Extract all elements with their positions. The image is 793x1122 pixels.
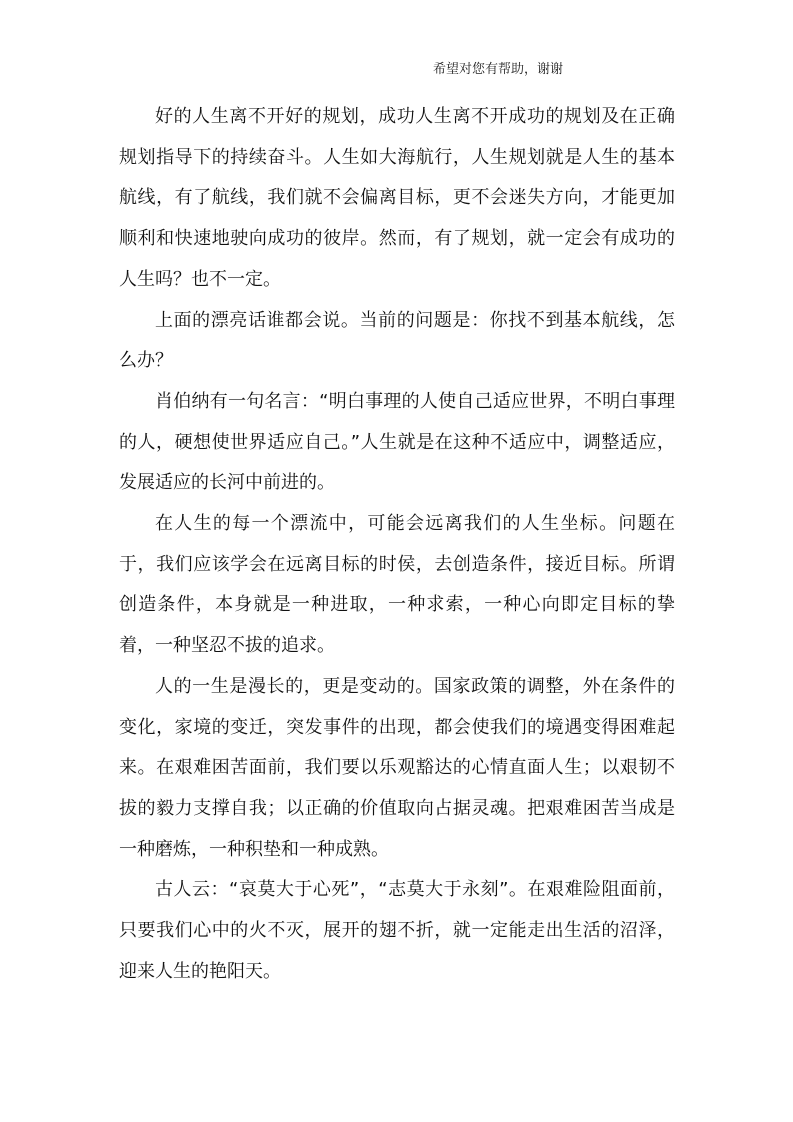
paragraph-3: 肖伯纳有一句名言：“明白事理的人使自己适应世界，不明白事理的人，硬想使世界适应自己。”人生就是在这种不适应中，调整适应，发展适应的长河中前进的。 [119,390,675,494]
paragraph-2: 上面的漂亮话谁都会说。当前的问题是：你找不到基本航线，怎么办？ [119,309,675,372]
paragraph-6: 古人云：“哀莫大于心死”，“志莫大于永刻”。在艰难险阻面前，只要我们心中的火不灭，展开的翅不折，就一定能走出生活的沼泽，迎来人生的艳阳天。 [119,879,675,982]
paragraph-5: 人的一生是漫长的，更是变动的。国家政策的调整，外在条件的变化，家境的变迁，突发事件的出现，都会使我们的境遇变得困难起来。在艰难困苦面前，我们要以乐观豁达的心情直面人生；以艰韧不拔的毅力支撑自我；以正确的价值取向占据灵魂。把艰难困苦当成是一种磨炼，一种积垫和一种成熟。 [119,675,675,860]
document-body [119,97,675,992]
paragraph-4: 在人生的每一个漂流中，可能会远离我们的人生坐标。问题在于，我们应该学会在远离目标的时侯，去创造条件，接近目标。所谓创造条件，本身就是一种进取，一种求索，一种心向即定目标的挚着，一种坚忍不拔的追求。 [119,513,675,657]
paragraph-1: 好的人生离不开好的规划，成功人生离不开成功的规划及在正确规划指导下的持续奋斗。人生如大海航行，人生规划就是人生的基本航线，有了航线，我们就不会偏离目标，更不会迷失方向，才能更加顺利和快速地驶向成功的彼岸。然而，有了规划，就一定会有成功的人生吗？也不一定。 [119,106,675,290]
header-note: 希望对您有帮助，谢谢 [433,62,564,77]
